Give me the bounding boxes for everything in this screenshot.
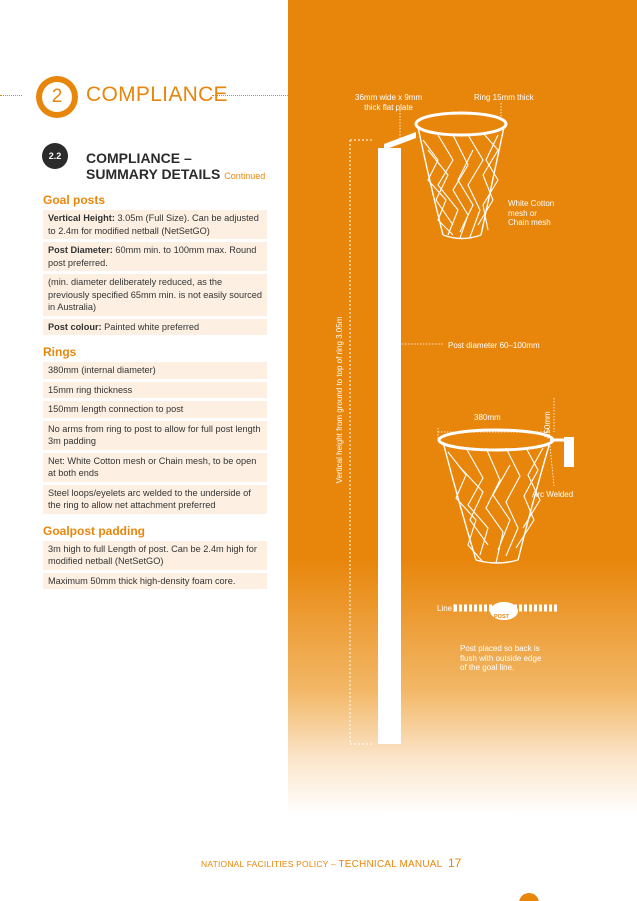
top-ring-net	[416, 113, 506, 239]
continued-label: Continued	[224, 171, 266, 181]
goal-posts-row	[43, 210, 267, 239]
arc-welded-label: Arc Welded	[532, 490, 574, 499]
row-text: 60mm min. to 100mm max. Round post preferred.	[48, 245, 257, 268]
placement-note	[460, 644, 541, 673]
subsection-title-line2	[86, 166, 265, 184]
row-text: Painted white preferred	[101, 321, 200, 332]
footer-text	[201, 859, 442, 870]
rings-row: Steel loops/eyelets arc welded to the underside of the ring to allow net attachment preferred	[43, 485, 267, 514]
post-diameter-label: Post diameter 60–100mm	[448, 341, 540, 350]
subsection-title	[86, 150, 265, 184]
placement-note-line1: Post placed so back is	[460, 644, 540, 653]
page-corner-tab	[519, 893, 539, 901]
subsection-title-line1: COMPLIANCE –	[86, 150, 192, 166]
padding-heading: Goalpost padding	[43, 523, 145, 538]
plate-label-line1: 36mm wide x 9mm	[355, 93, 423, 102]
ring-width-label: 380mm	[474, 413, 501, 422]
rings-row: No arms from ring to post to allow for full post length 3m padding	[43, 421, 267, 450]
subsection-title-line2-text: SUMMARY DETAILS	[86, 166, 221, 182]
padding-row: Maximum 50mm thick high-density foam core.	[43, 573, 267, 590]
row-label: Vertical Height:	[48, 213, 115, 223]
row-label: Post Diameter:	[48, 245, 113, 255]
goal-posts-row	[43, 319, 267, 336]
mesh-label	[508, 199, 554, 228]
goal-posts-row	[43, 274, 267, 316]
row-label: Post colour:	[48, 321, 102, 332]
mesh-label-line3: Chain mesh	[508, 218, 551, 227]
rings-heading: Rings	[43, 345, 77, 359]
plate-label	[355, 93, 422, 112]
plate-label-line2: thick flat plate	[364, 102, 414, 112]
rings-row: 380mm (internal diameter)	[43, 362, 267, 379]
goal-post	[378, 148, 401, 744]
placement-note-line3: of the goal line.	[460, 663, 515, 672]
footer-text-manual: TECHNICAL MANUAL	[338, 859, 443, 870]
row-text: 3.05m (Full Size). Can be adjusted to 2.4m for modified netball (NetSetGO)	[48, 213, 259, 236]
goal-posts-row	[43, 242, 267, 271]
section-number: 2	[42, 82, 72, 112]
specs-content	[43, 193, 267, 592]
ring-thickness-label: Ring 15mm thick	[474, 93, 534, 102]
padding-row: 3m high to full Length of post. Can be 2.4m high for modified netball (NetSetGO)	[43, 541, 267, 570]
page-number: 17	[448, 856, 462, 870]
weld-leader-line	[550, 446, 554, 486]
line-label: Line	[437, 604, 453, 613]
footer-text-policy: NATIONAL FACILITIES POLICY –	[201, 859, 339, 869]
vertical-height-label: Vertical height from ground to top of ring 3.05m	[335, 316, 344, 484]
subsection-number-badge: 2.2	[42, 143, 68, 169]
rings-row: Net: White Cotton mesh or Chain mesh, to be open at both ends	[43, 453, 267, 482]
connection-length-label: 150mm	[543, 411, 552, 438]
rings-row: 150mm length connection to post	[43, 401, 267, 418]
goal-posts-heading: Goal posts	[43, 193, 106, 207]
mesh-label-line1: White Cotton	[508, 199, 555, 208]
row-text: (min. diameter deliberately reduced, as the previously specified 65mm min. is not easily sourced in Australia)	[48, 277, 262, 312]
diameter-symbol: Ø	[384, 338, 392, 348]
rings-row: 15mm ring thickness	[43, 382, 267, 399]
section-divider-right	[212, 95, 288, 96]
section-divider-left	[0, 95, 22, 96]
placement-note-line2: flush with outside edge	[460, 653, 542, 663]
height-dimension-line	[350, 140, 372, 744]
section-title: COMPLIANCE	[86, 83, 228, 106]
post-label: POST	[494, 614, 509, 620]
mesh-label-line2: mesh or	[508, 208, 537, 218]
